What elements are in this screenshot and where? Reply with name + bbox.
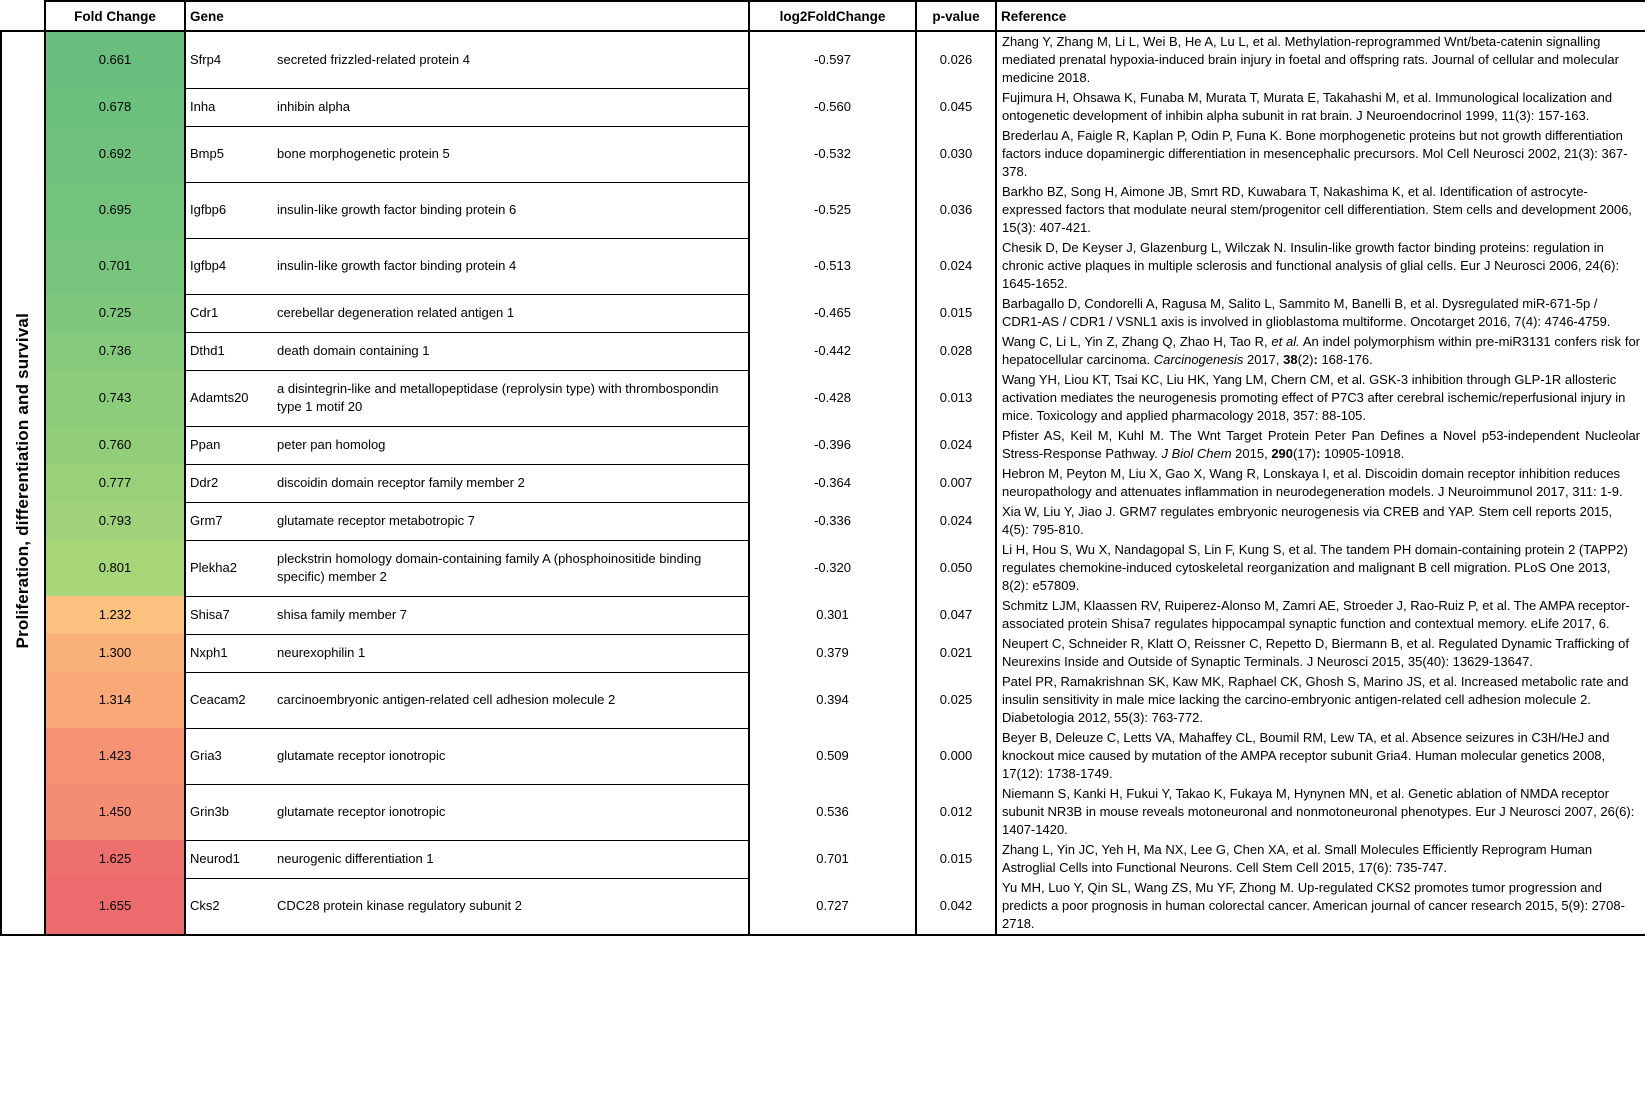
fold-change-cell: 1.625 [45,840,185,878]
gene-description-cell: carcinoembryonic antigen-related cell adhesion molecule 2 [273,672,749,728]
table-row [1,238,1645,294]
fold-change-cell: 0.736 [45,332,185,370]
log2foldchange-cell: -0.532 [749,126,916,182]
gene-symbol-cell: Shisa7 [185,596,273,634]
gene-symbol-cell: Sfrp4 [185,31,273,88]
category-label: Proliferation, differentiation and survival [13,312,32,649]
gene-symbol-cell: Igfbp4 [185,238,273,294]
log2foldchange-cell: -0.525 [749,182,916,238]
p-value-cell: 0.025 [916,672,996,728]
reference-cell: Brederlau A, Faigle R, Kaplan P, Odin P, Funa K. Bone morphogenetic proteins but not growth differentiation factors induce dopaminergic differentiation in mesencephalic precursors. Mol Cell Neurosci 2002, 21(3): 367-378. [996,126,1645,182]
table-row [1,634,1645,672]
table-row [1,878,1645,935]
column-header-gene: Gene [185,1,749,31]
table-row [1,728,1645,784]
reference-cell: Zhang Y, Zhang M, Li L, Wei B, He A, Lu L, et al. Methylation-reprogrammed Wnt/beta-catenin signalling mediated prenatal hypoxia-induced brain injury in foetal and offspring rats. Journal of cellular and molecular medicine 2018. [996,31,1645,88]
reference-cell: Beyer B, Deleuze C, Letts VA, Mahaffey CL, Boumil RM, Lew TA, et al. Absence seizures in C3H/HeJ and knockout mice caused by mutation of the AMPA receptor subunit Gria4. Human molecular genetics 2008, 17(12): 1738-1749. [996,728,1645,784]
gene-description-cell: neurexophilin 1 [273,634,749,672]
p-value-cell: 0.015 [916,294,996,332]
log2foldchange-cell: -0.428 [749,370,916,426]
table-row [1,126,1645,182]
gene-symbol-cell: Ceacam2 [185,672,273,728]
gene-description-cell: insulin-like growth factor binding protein 4 [273,238,749,294]
log2foldchange-cell: 0.536 [749,784,916,840]
p-value-cell: 0.013 [916,370,996,426]
gene-description-cell: CDC28 protein kinase regulatory subunit 2 [273,878,749,935]
gene-description-cell: pleckstrin homology domain-containing family A (phosphoinositide binding specific) member 2 [273,540,749,596]
table-row [1,596,1645,634]
reference-cell: Niemann S, Kanki H, Fukui Y, Takao K, Fukaya M, Hynynen MN, et al. Genetic ablation of NMDA receptor subunit NR3B in mouse reveals motoneuronal and nonmotoneuronal phenotypes. Eur J Neurosci 2007, 26(6): 1407-1420. [996,784,1645,840]
log2foldchange-cell: -0.364 [749,464,916,502]
gene-symbol-cell: Inha [185,88,273,126]
log2foldchange-cell: 0.379 [749,634,916,672]
reference-cell: Li H, Hou S, Wu X, Nandagopal S, Lin F, Kung S, et al. The tandem PH domain-containing protein 2 (TAPP2) regulates chemokine-induced cytoskeletal reorganization and malignant B cell migration. PLoS One 2013, 8(2): e57809. [996,540,1645,596]
reference-cell: Hebron M, Peyton M, Liu X, Gao X, Wang R, Lonskaya I, et al. Discoidin domain receptor inhibition reduces neuropathology and attenuates inflammation in neurodegeneration models. J Neuroimmunol 2017, 311: 1-9. [996,464,1645,502]
log2foldchange-cell: -0.320 [749,540,916,596]
gene-symbol-cell: Dthd1 [185,332,273,370]
log2foldchange-cell: 0.394 [749,672,916,728]
p-value-cell: 0.024 [916,426,996,464]
reference-cell: Barkho BZ, Song H, Aimone JB, Smrt RD, Kuwabara T, Nakashima K, et al. Identification of astrocyte-expressed factors that modulate neural stem/progenitor cell differentiation. Stem cells and development 2006, 15(3): 407-421. [996,182,1645,238]
reference-cell: Chesik D, De Keyser J, Glazenburg L, Wilczak N. Insulin-like growth factor binding proteins: regulation in chronic active plaques in multiple sclerosis and functional analysis of glial cells. Eur J Neurosci 2006, 24(6): 1645-1652. [996,238,1645,294]
p-value-cell: 0.024 [916,502,996,540]
reference-cell: Fujimura H, Ohsawa K, Funaba M, Murata T, Murata E, Takahashi M, et al. Immunological localization and ontogenetic development of inhibin alpha subunit in rat brain. J Neuroendocrinol 1999, 11(3): 157-163. [996,88,1645,126]
gene-symbol-cell: Grm7 [185,502,273,540]
table-row [1,464,1645,502]
p-value-cell: 0.042 [916,878,996,935]
gene-symbol-cell: Bmp5 [185,126,273,182]
table-row [1,840,1645,878]
p-value-cell: 0.030 [916,126,996,182]
reference-cell: Schmitz LJM, Klaassen RV, Ruiperez-Alonso M, Zamri AE, Stroeder J, Rao-Ruiz P, et al. The AMPA receptor-associated protein Shisa7 regulates hippocampal synaptic function and contextual memory. eLife 2017, 6. [996,596,1645,634]
p-value-cell: 0.021 [916,634,996,672]
reference-cell: Zhang L, Yin JC, Yeh H, Ma NX, Lee G, Chen XA, et al. Small Molecules Efficiently Reprogram Human Astroglial Cells into Functional Neurons. Cell Stem Cell 2015, 17(6): 735-747. [996,840,1645,878]
reference-cell: Patel PR, Ramakrishnan SK, Kaw MK, Raphael CK, Ghosh S, Marino JS, et al. Increased metabolic rate and insulin sensitivity in male mice lacking the carcino-embryonic antigen-related cell adhesion molecule 2. Diabetologia 2012, 55(3): 763-772. [996,672,1645,728]
log2foldchange-cell: 0.727 [749,878,916,935]
reference-cell: Pfister AS, Keil M, Kuhl M. The Wnt Target Protein Peter Pan Defines a Novel p53-independent Nucleolar Stress-Response Pathway. J Biol Chem 2015, 290(17): 10905-10918. [996,426,1645,464]
fold-change-cell: 1.232 [45,596,185,634]
reference-cell: Wang YH, Liou KT, Tsai KC, Liu HK, Yang LM, Chern CM, et al. GSK-3 inhibition through GLP-1R allosteric activation mediates the neurogenesis promoting effect of P7C3 after cerebral ischemic/reperfusional injury in mice. Toxicology and applied pharmacology 2018, 357: 88-105. [996,370,1645,426]
table-row [1,502,1645,540]
p-value-cell: 0.050 [916,540,996,596]
gene-description-cell: insulin-like growth factor binding protein 6 [273,182,749,238]
gene-symbol-cell: Ppan [185,426,273,464]
log2foldchange-cell: 0.301 [749,596,916,634]
table-row [1,784,1645,840]
p-value-cell: 0.012 [916,784,996,840]
gene-description-cell: death domain containing 1 [273,332,749,370]
log2foldchange-cell: -0.396 [749,426,916,464]
p-value-cell: 0.026 [916,31,996,88]
gene-symbol-cell: Plekha2 [185,540,273,596]
gene-symbol-cell: Neurod1 [185,840,273,878]
p-value-cell: 0.024 [916,238,996,294]
table-row [1,332,1645,370]
gene-description-cell: inhibin alpha [273,88,749,126]
table-row [1,88,1645,126]
category-label-cell [1,31,45,935]
gene-symbol-cell: Ddr2 [185,464,273,502]
fold-change-cell: 0.793 [45,502,185,540]
fold-change-cell: 1.300 [45,634,185,672]
reference-cell: Wang C, Li L, Yin Z, Zhang Q, Zhao H, Tao R, et al. An indel polymorphism within pre-miR3131 confers risk for hepatocellular carcinoma. Carcinogenesis 2017, 38(2): 168-176. [996,332,1645,370]
log2foldchange-cell: -0.442 [749,332,916,370]
fold-change-cell: 0.701 [45,238,185,294]
fold-change-cell: 1.314 [45,672,185,728]
gene-description-cell: glutamate receptor ionotropic [273,728,749,784]
p-value-cell: 0.000 [916,728,996,784]
gene-description-cell: secreted frizzled-related protein 4 [273,31,749,88]
table-row [1,294,1645,332]
column-header-p-value: p-value [916,1,996,31]
p-value-cell: 0.028 [916,332,996,370]
table-row [1,370,1645,426]
p-value-cell: 0.045 [916,88,996,126]
p-value-cell: 0.007 [916,464,996,502]
p-value-cell: 0.036 [916,182,996,238]
p-value-cell: 0.015 [916,840,996,878]
gene-description-cell: glutamate receptor ionotropic [273,784,749,840]
gene-description-cell: discoidin domain receptor family member 2 [273,464,749,502]
log2foldchange-cell: -0.336 [749,502,916,540]
gene-description-cell: cerebellar degeneration related antigen 1 [273,294,749,332]
gene-description-cell: glutamate receptor metabotropic 7 [273,502,749,540]
fold-change-cell: 0.801 [45,540,185,596]
table-body [1,31,1645,935]
table-row [1,672,1645,728]
fold-change-cell: 0.760 [45,426,185,464]
table-row [1,540,1645,596]
log2foldchange-cell: -0.560 [749,88,916,126]
column-header-fold-change: Fold Change [45,1,185,31]
gene-description-cell: peter pan homolog [273,426,749,464]
p-value-cell: 0.047 [916,596,996,634]
gene-symbol-cell: Gria3 [185,728,273,784]
gene-symbol-cell: Adamts20 [185,370,273,426]
header-blank-corner [1,1,45,31]
log2foldchange-cell: 0.701 [749,840,916,878]
gene-description-cell: bone morphogenetic protein 5 [273,126,749,182]
gene-symbol-cell: Grin3b [185,784,273,840]
column-header-reference: Reference [996,1,1645,31]
gene-symbol-cell: Cks2 [185,878,273,935]
column-header-log2foldchange: log2FoldChange [749,1,916,31]
fold-change-cell: 0.695 [45,182,185,238]
fold-change-cell: 0.777 [45,464,185,502]
log2foldchange-cell: 0.509 [749,728,916,784]
gene-symbol-cell: Nxph1 [185,634,273,672]
table-row [1,182,1645,238]
fold-change-cell: 0.692 [45,126,185,182]
fold-change-cell: 0.678 [45,88,185,126]
log2foldchange-cell: -0.597 [749,31,916,88]
reference-cell: Neupert C, Schneider R, Klatt O, Reissner C, Repetto D, Biermann B, et al. Regulated Dynamic Trafficking of Neurexins Inside and Outside of Synaptic Terminals. J Neurosci 2015, 35(40): 13629-13647. [996,634,1645,672]
gene-description-cell: neurogenic differentiation 1 [273,840,749,878]
gene-description-cell: shisa family member 7 [273,596,749,634]
table-row [1,426,1645,464]
gene-symbol-cell: Igfbp6 [185,182,273,238]
fold-change-cell: 1.450 [45,784,185,840]
gene-symbol-cell: Cdr1 [185,294,273,332]
fold-change-cell: 1.655 [45,878,185,935]
fold-change-cell: 0.661 [45,31,185,88]
fold-change-cell: 0.743 [45,370,185,426]
reference-cell: Xia W, Liu Y, Jiao J. GRM7 regulates embryonic neurogenesis via CREB and YAP. Stem cell reports 2015, 4(5): 795-810. [996,502,1645,540]
gene-description-cell: a disintegrin-like and metallopeptidase (reprolysin type) with thrombospondin type 1 motif 20 [273,370,749,426]
header-row [1,1,1645,31]
log2foldchange-cell: -0.465 [749,294,916,332]
reference-cell: Yu MH, Luo Y, Qin SL, Wang ZS, Mu YF, Zhong M. Up-regulated CKS2 promotes tumor progression and predicts a poor prognosis in human colorectal cancer. American journal of cancer research 2015, 5(9): 2708-2718. [996,878,1645,935]
log2foldchange-cell: -0.513 [749,238,916,294]
fold-change-cell: 1.423 [45,728,185,784]
reference-cell: Barbagallo D, Condorelli A, Ragusa M, Salito L, Sammito M, Banelli B, et al. Dysregulated miR-671-5p / CDR1-AS / CDR1 / VSNL1 axis is involved in glioblastoma multiforme. Oncotarget 2016, 7(4): 4746-4759. [996,294,1645,332]
table-row [1,31,1645,88]
fold-change-cell: 0.725 [45,294,185,332]
